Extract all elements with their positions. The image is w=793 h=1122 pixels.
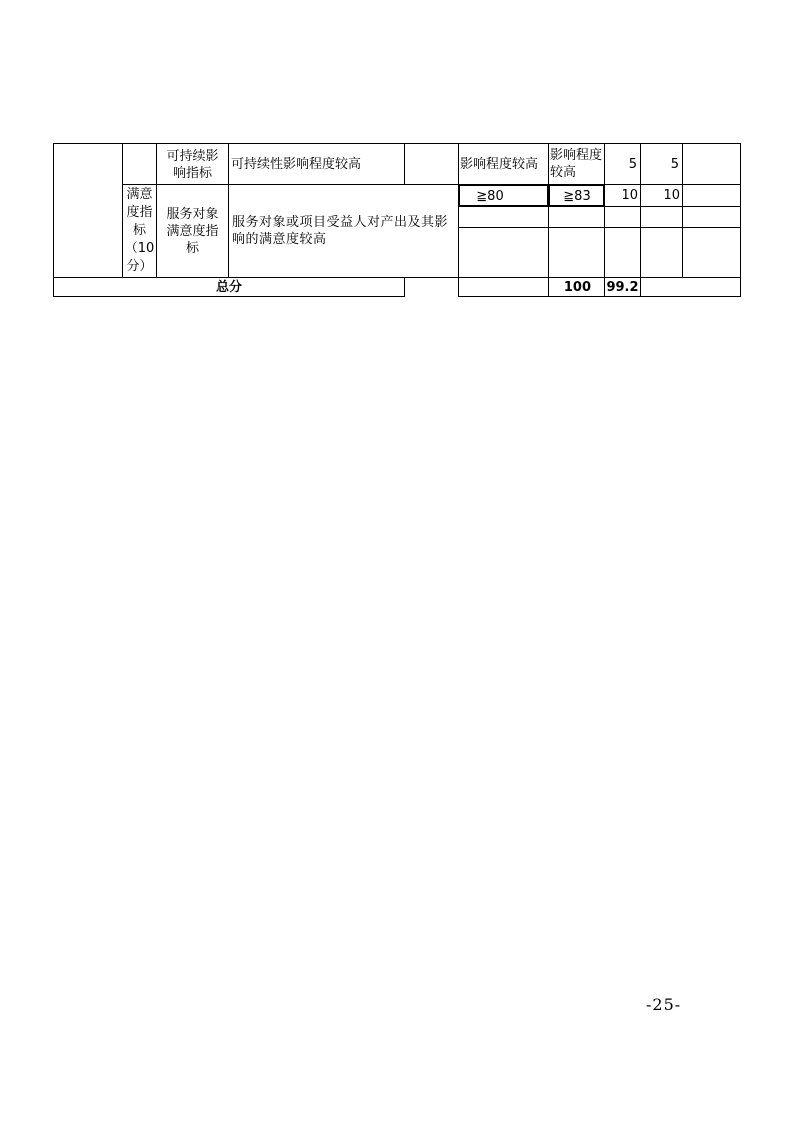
col-divider [458,143,459,297]
col-divider [228,143,229,278]
satisfaction-content: 服务对象或项目受益人对产出及其影响的满意度较高 [232,215,449,247]
sustainability-indicator: 可持续影响指标 [166,148,219,181]
satisfaction-category: 满意度指标（10分） [124,187,155,274]
row-divider [458,227,741,228]
col-divider [682,143,683,278]
col-divider [404,277,405,297]
page-number: -25- [646,995,682,1014]
table-border-bottom [458,296,741,297]
col-divider [404,143,405,185]
table-border-bottom [53,296,404,297]
sustainability-target: 影响程度较高 [460,156,539,172]
total-weight: 100 [563,279,591,295]
sustainability-weight: 5 [628,156,637,172]
total-score: 99.2 [606,279,639,295]
sustainability-content: 可持续性影响程度较高 [231,156,362,172]
satisfaction-weight: 10 [621,188,638,203]
sustainability-actual: 影响程度较高 [550,148,603,180]
sustainability-score: 5 [670,156,679,172]
col-divider [53,143,54,297]
table-border-right [740,143,741,297]
satisfaction-score: 10 [663,188,680,203]
satisfaction-actual: ≧83 [563,188,591,204]
col-divider [548,143,549,297]
satisfaction-indicator: 服务对象满意度指标 [166,206,219,256]
satisfaction-target: ≧80 [476,188,504,204]
total-label: 总分 [215,279,242,295]
